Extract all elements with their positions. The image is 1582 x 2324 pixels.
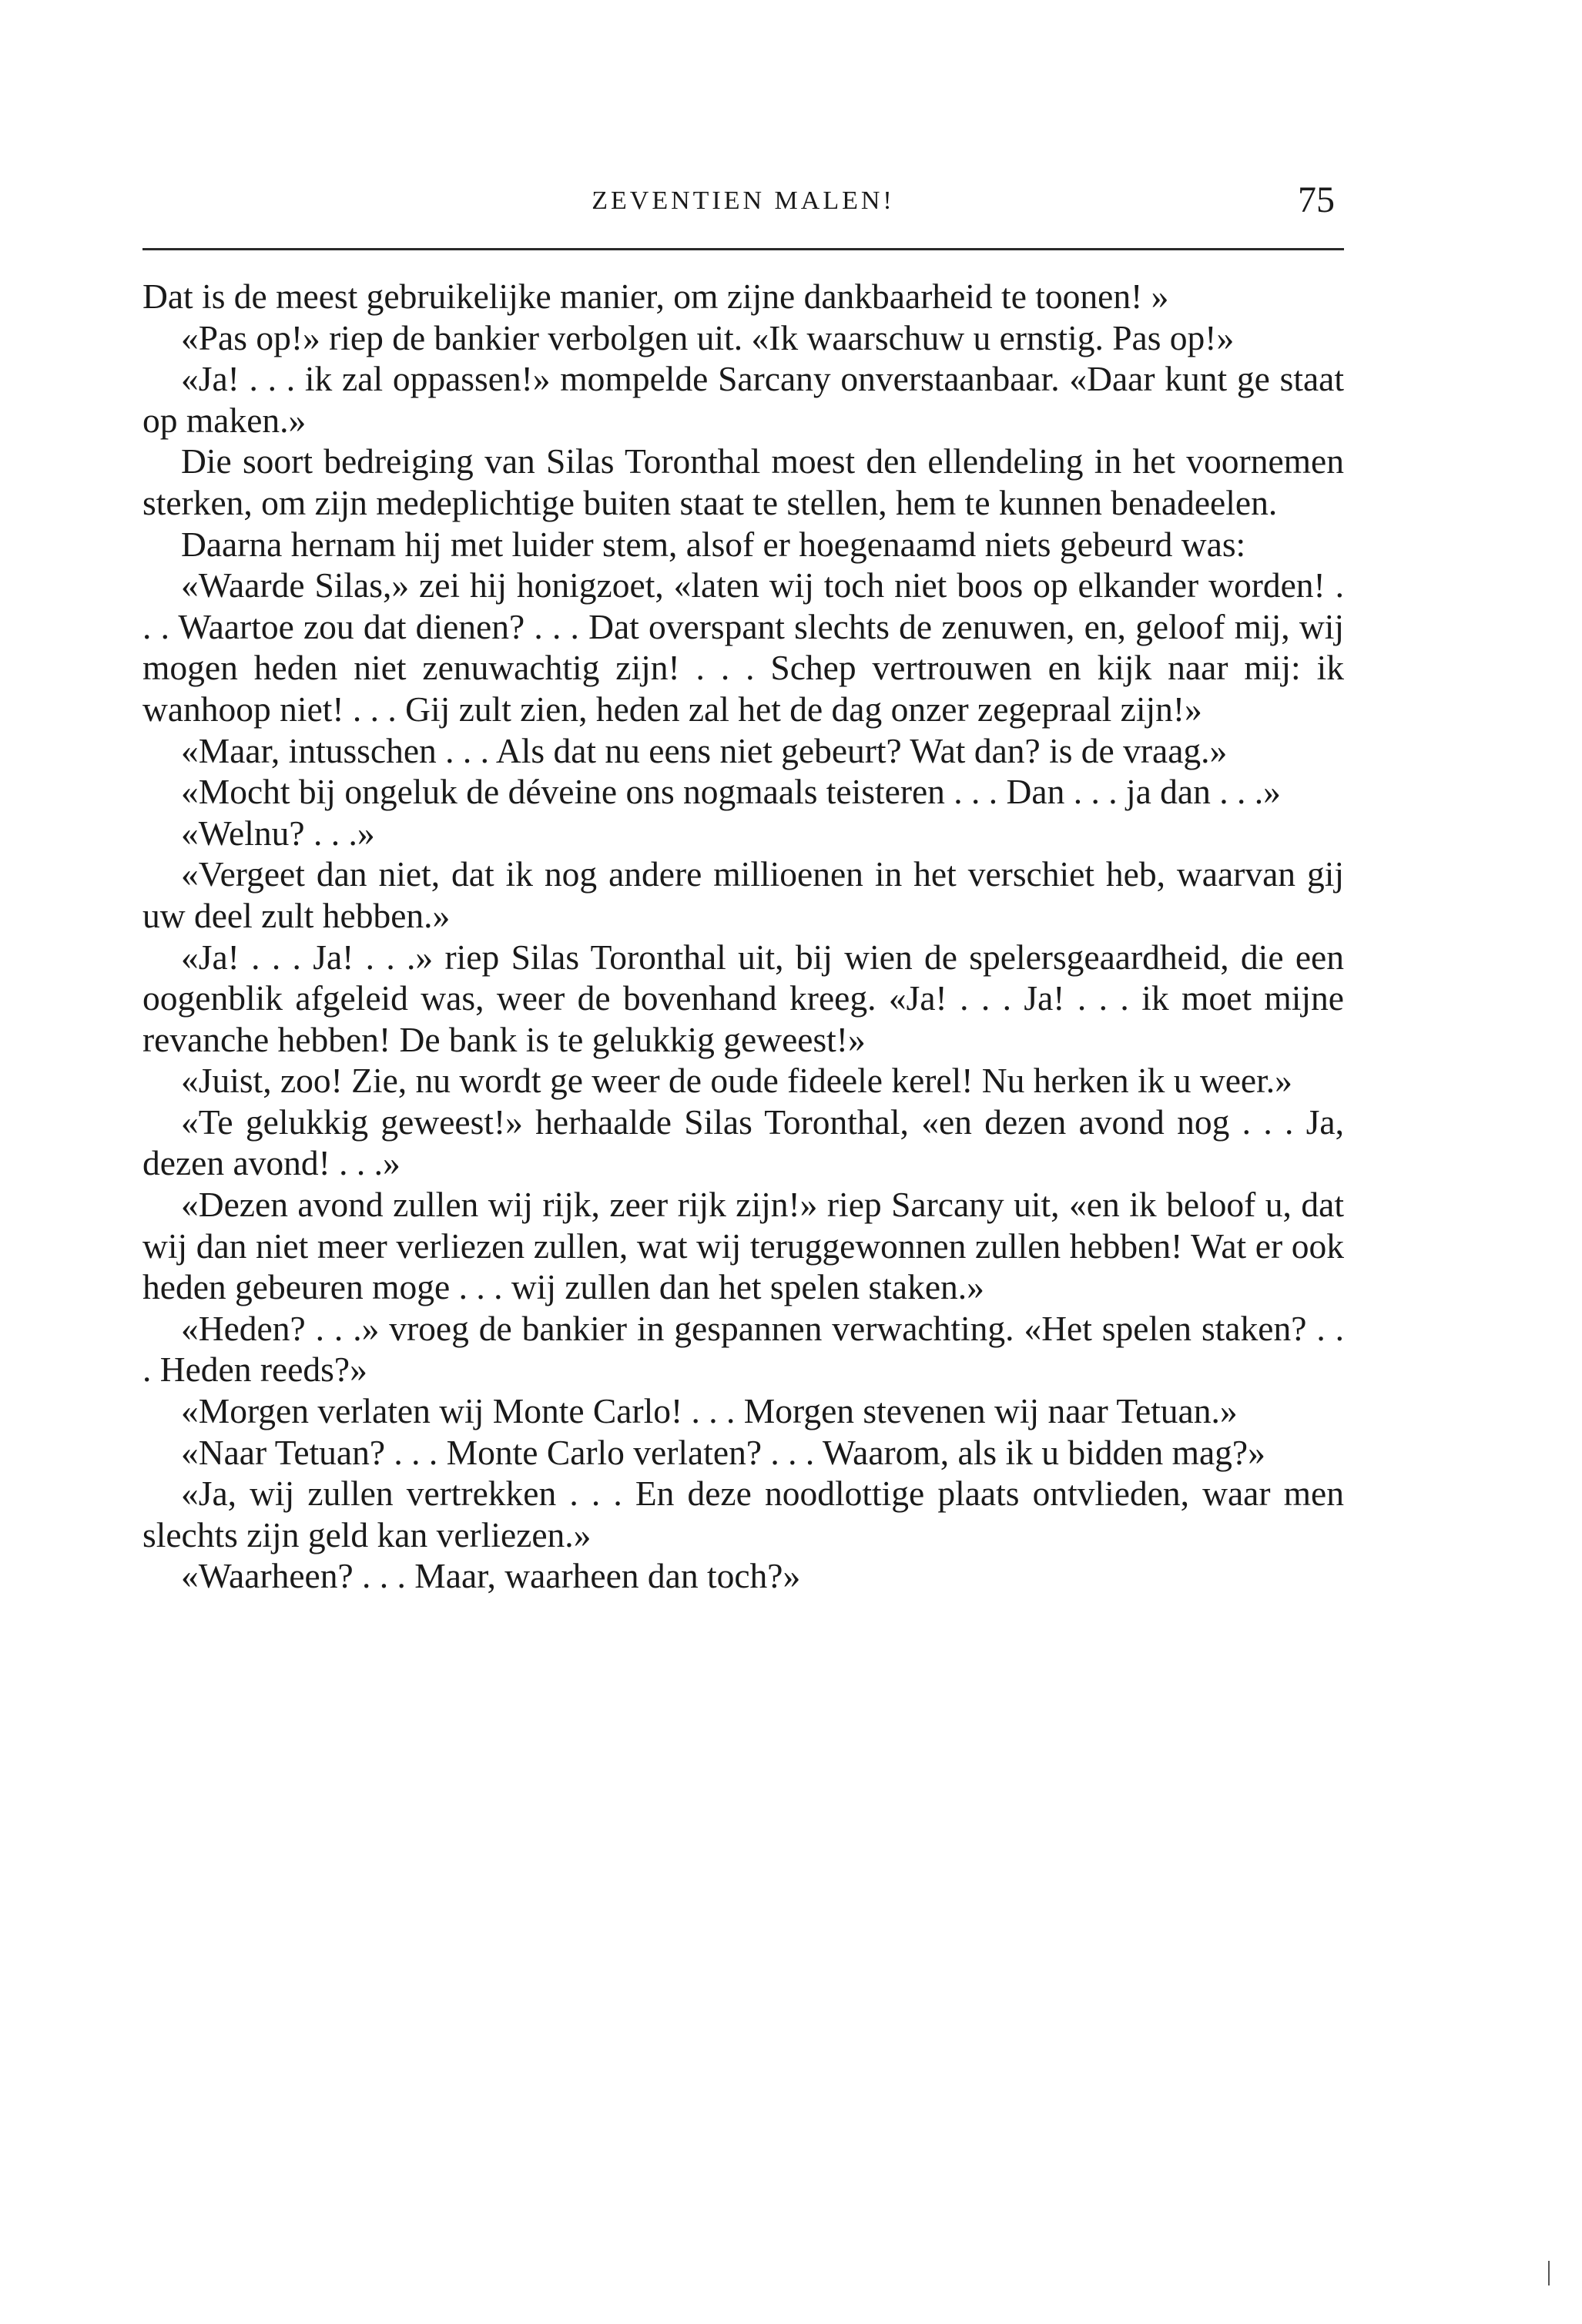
paragraph: «Vergeet dan niet, dat ik nog andere millioenen in het verschiet heb, waarvan gij uw deel zult hebben.» bbox=[142, 854, 1344, 935]
paragraph: «Maar, intusschen . . . Als dat nu eens niet gebeurt? Wat dan? is de vraag.» bbox=[181, 730, 1228, 770]
paragraph: «Naar Tetuan? . . . Monte Carlo verlaten? . . . Waarom, als ik u bidden mag?» bbox=[181, 1432, 1265, 1472]
page-number: 75 bbox=[1298, 179, 1335, 220]
paragraph: «Morgen verlaten wij Monte Carlo! . . . Morgen stevenen wij naar Tetuan.» bbox=[181, 1391, 1238, 1431]
paragraph: Dat is de meest gebruikelijke manier, om zijne dankbaarheid te toonen! » bbox=[142, 277, 1169, 316]
paragraph: «Mocht bij ongeluk de déveine ons nogmaals teisteren . . . Dan . . . ja dan . . .» bbox=[181, 772, 1281, 812]
running-head bbox=[142, 179, 1344, 233]
header-rule bbox=[142, 248, 1344, 250]
paragraph: «Ja! . . . Ja! . . .» riep Silas Toronthal uit, bij wien de spelersgeaardheid, die een oogenblik afgeleid was, weer de bovenhand kreeg. «Ja! . . . Ja! . . . ik moet mijne revanche hebben! De bank is te gelukkig geweest!» bbox=[142, 937, 1344, 1059]
paragraph: «Te gelukkig geweest!» herhaalde Silas Toronthal, «en dezen avond nog . . . Ja, dezen avond! . . .» bbox=[142, 1102, 1344, 1183]
body-text bbox=[142, 276, 1344, 1597]
paragraph: «Heden? . . .» vroeg de bankier in gespannen verwachting. «Het spelen staken? . . . Heden reeds?» bbox=[142, 1308, 1344, 1390]
paragraph: «Waarheen? . . . Maar, waarheen dan toch?» bbox=[181, 1556, 801, 1596]
paragraph: «Dezen avond zullen wij rijk, zeer rijk zijn!» riep Sarcany uit, «en ik beloof u, dat wij dan niet meer verliezen zullen, wat wij teruggewonnen zullen hebben! Wat er ook heden gebeuren moge . . . wij zullen dan het spelen staken.» bbox=[142, 1185, 1344, 1307]
paragraph: Die soort bedreiging van Silas Toronthal moest den ellendeling in het voornemen sterken, om zijn medeplichtige buiten staat te stellen, hem te kunnen benadeelen. bbox=[142, 441, 1344, 522]
page-edge-mark bbox=[1548, 2261, 1550, 2285]
paragraph: «Welnu? . . .» bbox=[181, 813, 375, 853]
paragraph: «Waarde Silas,» zei hij honigzoet, «laten wij toch niet boos op elkander worden! . . . Waartoe zou dat dienen? . . . Dat overspant slechts de zenuwen, en, geloof mij, wij mogen heden niet zenuwachtig zijn! . . . Schep vertrouwen en kijk naar mij: ik wanhoop niet! . . . Gij zult zien, heden zal het de dag onzer zegepraal zijn!» bbox=[142, 565, 1344, 729]
paragraph: «Pas op!» riep de bankier verbolgen uit. «Ik waarschuw u ernstig. Pas op!» bbox=[181, 317, 1235, 357]
paragraph: «Ja, wij zullen vertrekken . . . En deze noodlottige plaats ontvlieden, waar men slechts zijn geld kan verliezen.» bbox=[142, 1474, 1344, 1554]
paragraph: «Juist, zoo! Zie, nu wordt ge weer de oude fideele kerel! Nu herken ik u weer.» bbox=[181, 1061, 1292, 1101]
paragraph: Daarna hernam hij met luider stem, alsof er hoegenaamd niets gebeurd was: bbox=[181, 524, 1246, 564]
running-title: ZEVENTIEN MALEN! bbox=[592, 186, 895, 215]
paragraph: «Ja! . . . ik zal oppassen!» mompelde Sarcany onverstaanbaar. «Daar kunt ge staat op maken.» bbox=[142, 359, 1344, 440]
